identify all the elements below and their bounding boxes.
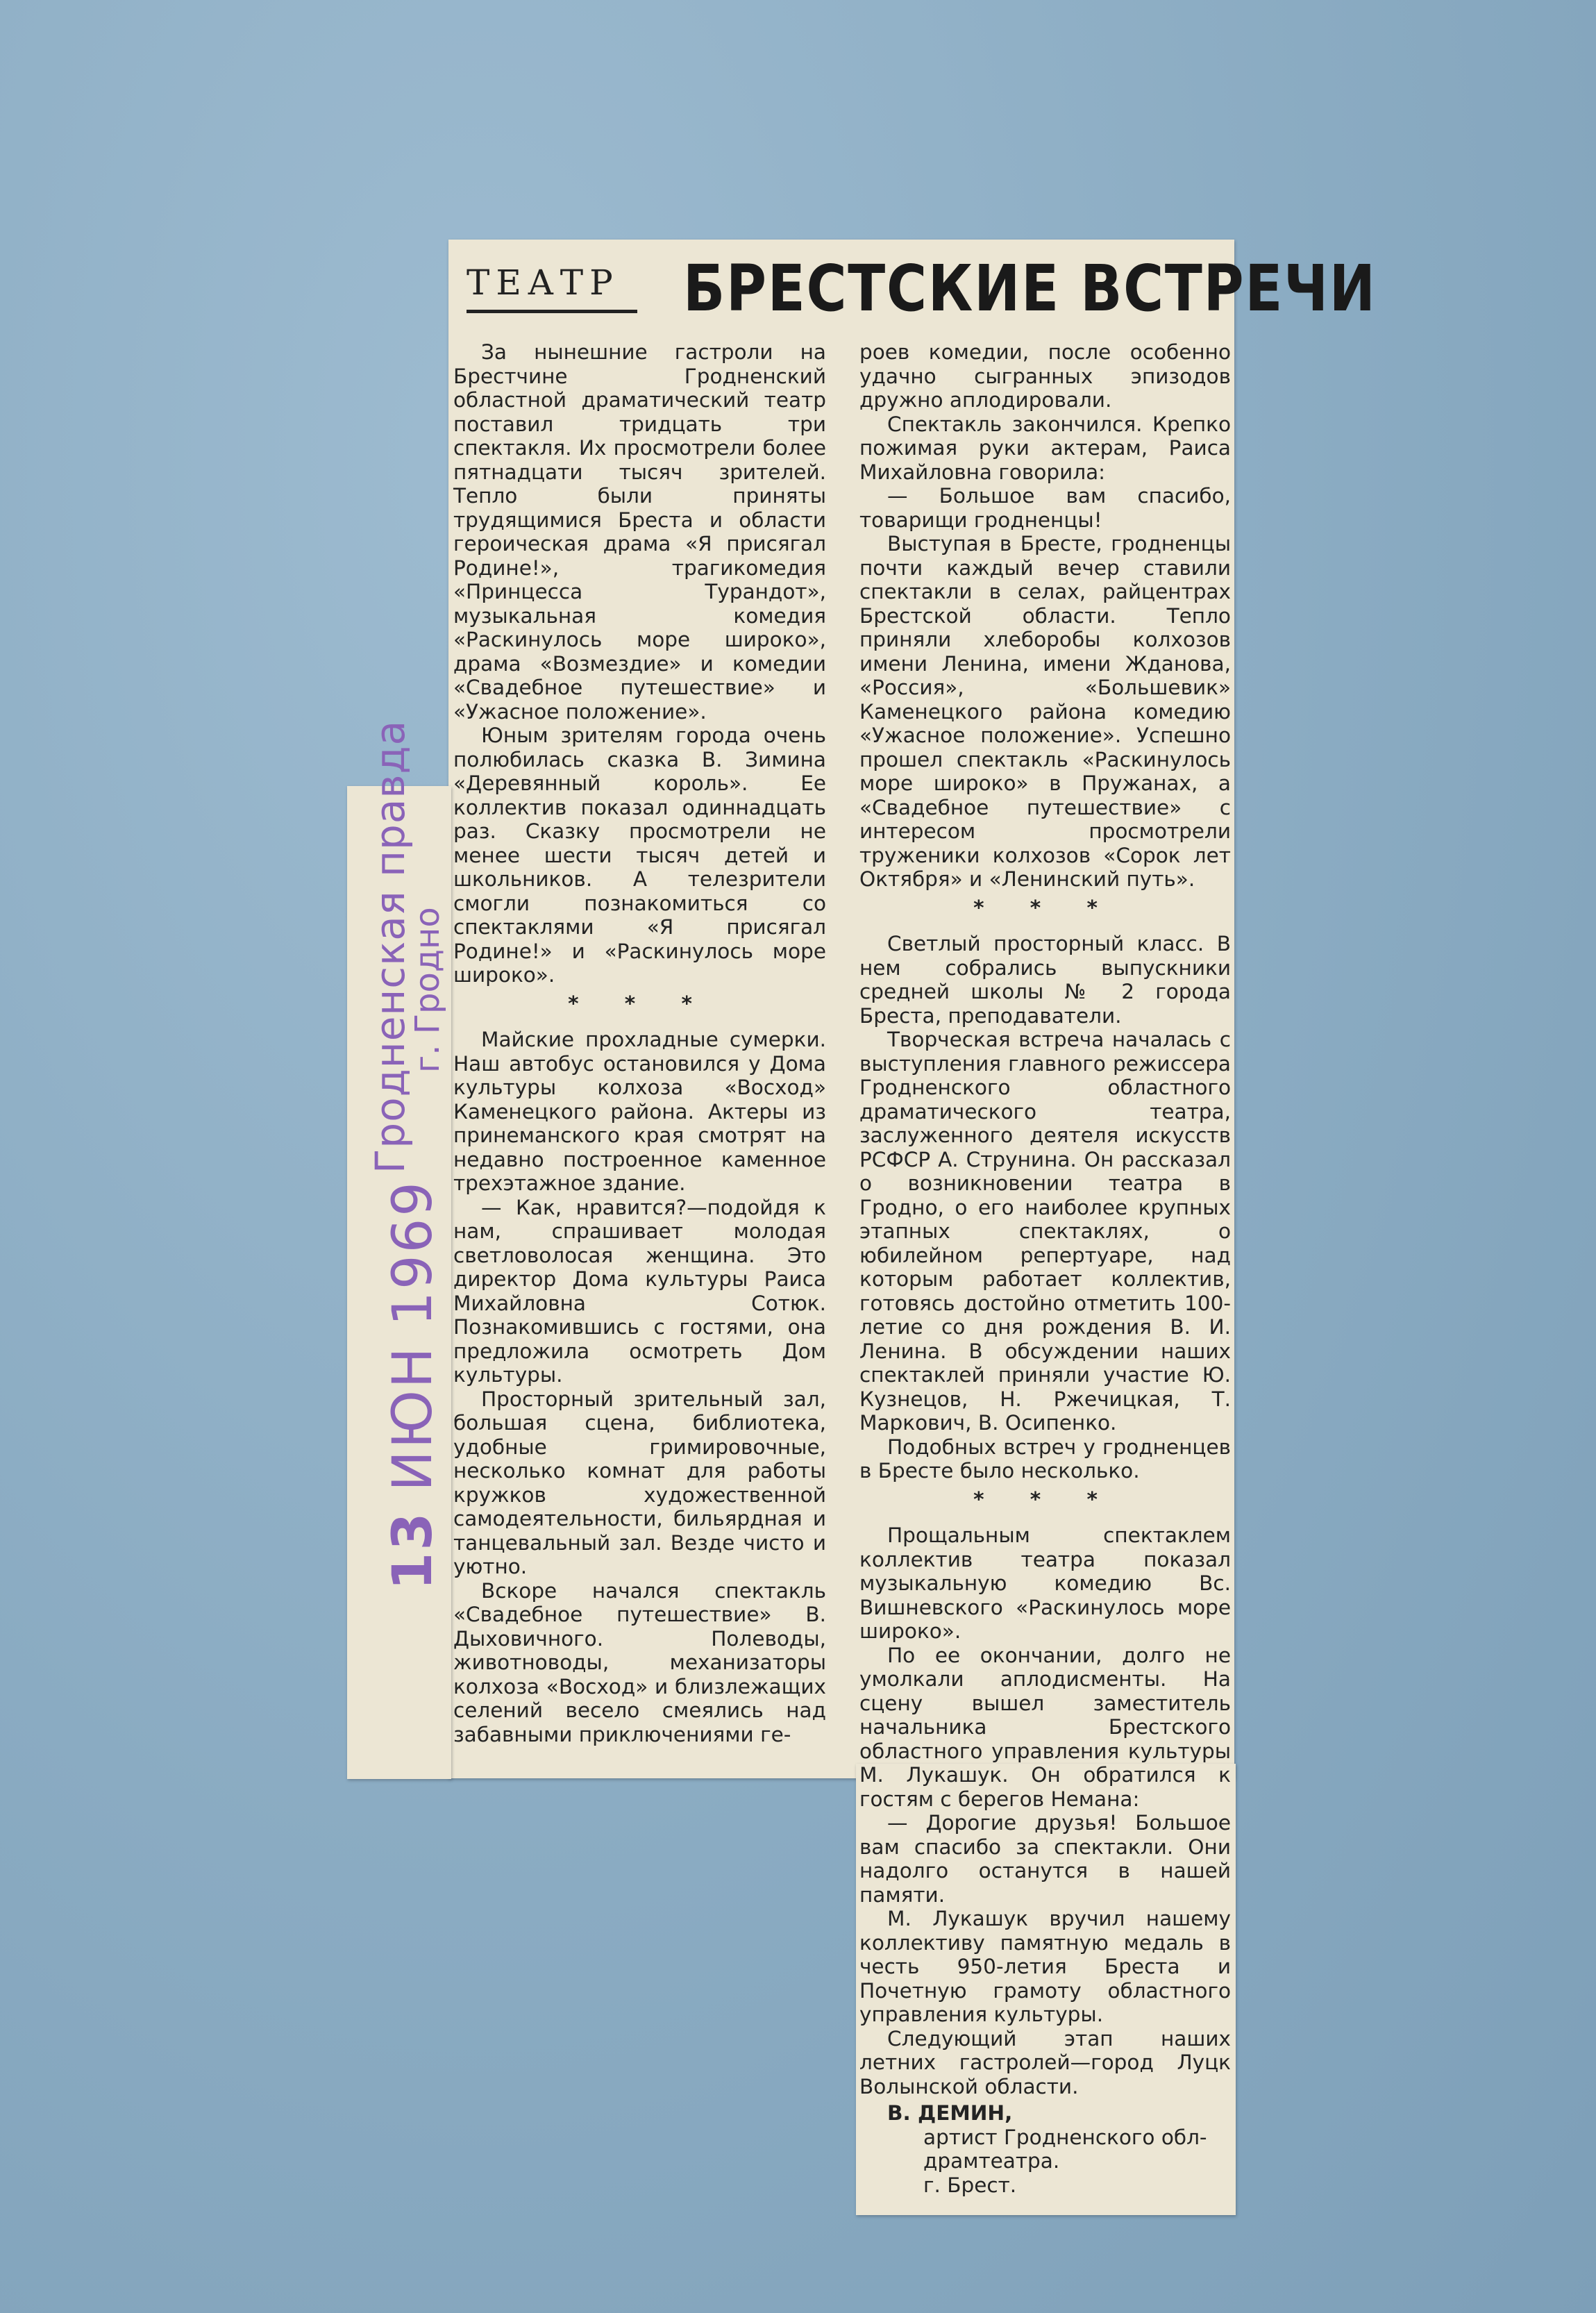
author-place: г. Брест. — [923, 2173, 1017, 2197]
paragraph: Подобных встреч у гродненцев в Бресте было несколько. — [859, 1435, 1231, 1483]
rubric-underline — [467, 310, 637, 313]
section-divider: * * * — [973, 895, 1117, 919]
author-role-continued: драмтеатра. — [923, 2149, 1060, 2173]
date-stamp — [382, 1180, 444, 1590]
paragraph: Следующий этап наших летних гастролей—город Луцк Волынской области. — [859, 2026, 1231, 2098]
paragraph: роев комедии, после особенно удачно сыгранных эпизодов дружно аплодировали. — [859, 340, 1231, 412]
paragraph: Выступая в Бресте, гродненцы почти каждый вечер ставили спектакли в селах, райцентрах Брестской области. Тепло приняли хлеборобы колхозов имени Ленина, имени Жданова, «Россия», «Большевик» Каменецкого района комедию «Ужасное положение». Успешно прошел спектакль «Раскинулось море широко» в Пружанах, а «Свадебное путешествие» с интересом просмотрели труженики колхозов «Сорок лет Октября» и «Ленинский путь». — [859, 532, 1231, 891]
paragraph: Просторный зрительный зал, большая сцена, библиотека, удобные гримировочные, несколько комнат для работы кружков художественной самодеятельности, бильярдная и танцевальный зал. Везде чисто и уютно. — [453, 1387, 826, 1578]
article-column-left — [453, 340, 826, 1746]
paragraph: Спектакль закончился. Крепко пожимая руки актерам, Раиса Михайловна говорила: — [859, 412, 1231, 484]
section-divider: * * * — [568, 991, 712, 1015]
paragraph: По ее окончании, долго не умолкали аплодисменты. На сцену вышел заместитель начальника Брестского областного управления культуры М. Лукашук. Он обратился к гостям с берегов Немана: — [859, 1643, 1231, 1811]
paragraph: — Большое вам спасибо, товарищи гродненцы! — [859, 484, 1231, 532]
paragraph: — Как, нравится?—подойдя к нам, спрашивает молодая светловолосая женщина. Это директор Дома культуры Раиса Михайловна Сотюк. Познакомившись с гостями, она предложила осмотреть Дом культуры. — [453, 1195, 826, 1387]
paragraph: Майские прохладные сумерки. Наш автобус остановился у Дома культуры колхоза «Восход» Каменецкого района. Актеры из принеманского края смотрят на недавно построенное каменное трехэтажное здание. — [453, 1028, 826, 1195]
author-role: артист Гродненского обл- — [923, 2125, 1207, 2149]
section-divider: * * * — [973, 1487, 1117, 1511]
paragraph: Вскоре начался спектакль «Свадебное путешествие» В. Дыховичного. Полеводы, животноводы, механизаторы колхоза «Восход» и близлежащих селений весело смеялись над забавными приключениями ге- — [453, 1578, 826, 1746]
paragraph: Прощальным спектаклем коллектив театра показал музыкальную комедию Вс. Вишневского «Раскинулось море широко». — [859, 1523, 1231, 1643]
date-stamp-day: 13 — [382, 1510, 444, 1590]
article-masthead — [467, 243, 1377, 326]
paragraph: Юным зрителям города очень полюбилась сказка В. Зимина «Деревянный король». Ее коллектив показал одиннадцать раз. Сказку просмотрели не менее шести тысяч детей и школьников. А телезрители смогли познакомиться со спектаклями «Я присягал Родине!» и «Раскинулось море широко». — [453, 724, 826, 987]
rubric-label: ТЕАТР — [467, 262, 619, 303]
city-stamp: г. Гродно — [408, 907, 447, 1073]
newspaper-stamp: Гродненская правда — [367, 719, 414, 1174]
paragraph: Творческая встреча началась с выступления главного режиссера Гродненского областного драматического театра, заслуженного деятеля искусств РСФСР А. Струнина. Он рассказал о возникновении театра в Гродно, о его наиболее крупных этапных спектаклях, о юбилейном репертуаре, над которым работает коллектив, готовясь достойно отметить 100-летие со дня рождения В. И. Ленина. В обсуждении наших спектаклей приняли участие Ю. Кузнецов, Н. Ржечицкая, Т. Маркович, В. Осипенко. — [859, 1028, 1231, 1435]
author-name: В. ДЕМИН, — [887, 2101, 1013, 2125]
paragraph: М. Лукашук вручил нашему коллективу памятную медаль в честь 950-летия Бреста и Почетную грамоту областного управления культуры. — [859, 1907, 1231, 2026]
date-stamp-month-year: ИЮН 1969 — [382, 1180, 444, 1492]
paragraph: За нынешние гастроли на Брестчине Гродненский областной драматический театр поставил тридцать три спектакля. Их просмотрели более пятнадцати тысяч зрителей. Тепло были приняты трудящимися Бреста и области героическая драма «Я присягал Родине!», трагикомедия «Принцесса Турандот», музыкальная комедия «Раскинулось море широко», драма «Возмездие» и комедии «Свадебное путешествие» и «Ужасное положение». — [453, 340, 826, 724]
paragraph: — Дорогие друзья! Большое вам спасибо за спектакли. Они надолго останутся в нашей памяти. — [859, 1811, 1231, 1907]
paragraph: Светлый просторный класс. В нем собрались выпускники средней школы № 2 города Бреста, преподаватели. — [859, 932, 1231, 1028]
article-headline: БРЕСТСКИЕ ВСТРЕЧИ — [683, 251, 1377, 326]
article-column-right — [859, 340, 1231, 2197]
author-signature — [859, 2101, 1231, 2197]
